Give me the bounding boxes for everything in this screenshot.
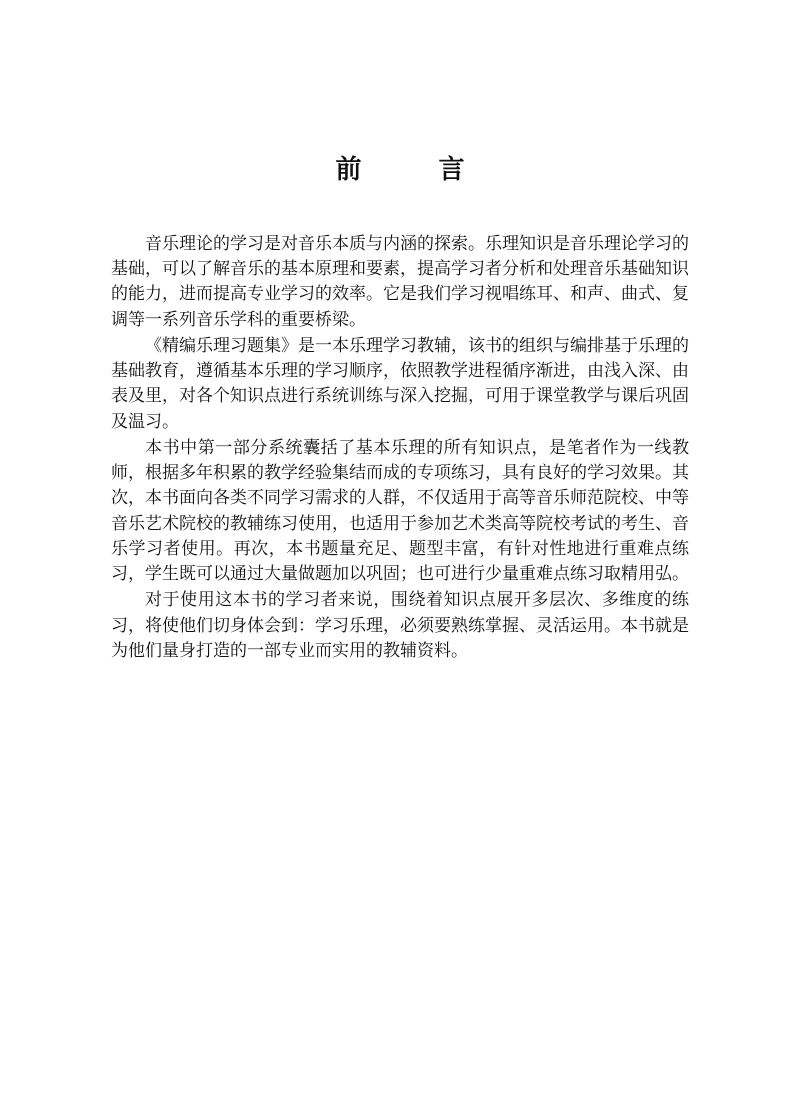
paragraph: 对于使用这本书的学习者来说，围绕着知识点展开多层次、多维度的练习，将使他们切身体会到：学习乐理，必须要熟练掌握、灵活运用。本书就是为他们量身打造的一部专业而实用的教辅资料。 [111, 590, 689, 661]
paragraph: 《精编乐理习题集》是一本乐理学习教辅，该书的组织与编排基于乐理的基础教育，遵循基本乐理的学习顺序，依照教学进程循序渐进，由浅入深、由表及里，对各个知识点进行系统训练与深入挖掘，可用于课堂教学与课后巩固及温习。 [111, 336, 689, 432]
preface-body [111, 232, 689, 665]
paragraph: 本书中第一部分系统囊括了基本乐理的所有知识点，是笔者作为一线教师，根据多年积累的教学经验集结而成的专项练习，具有良好的学习效果。其次，本书面向各类不同学习需求的人群，不仅适用于高等音乐师范院校、中等音乐艺术院校的教辅练习使用，也适用于参加艺术类高等院校考试的考生、音乐学习者使用。再次，本书题量充足、题型丰富，有针对性地进行重难点练习，学生既可以通过大量做题加以巩固；也可进行少量重难点练习取精用弘。 [111, 438, 689, 585]
page-title: 前 言 [335, 155, 499, 185]
paragraph: 音乐理论的学习是对音乐本质与内涵的探索。乐理知识是音乐理论学习的基础，可以了解音乐的基本原理和要素，提高学习者分析和处理音乐基础知识的能力，进而提高专业学习的效率。它是我们学习视唱练耳、和声、曲式、复调等一系列音乐学科的重要桥梁。 [111, 234, 689, 330]
